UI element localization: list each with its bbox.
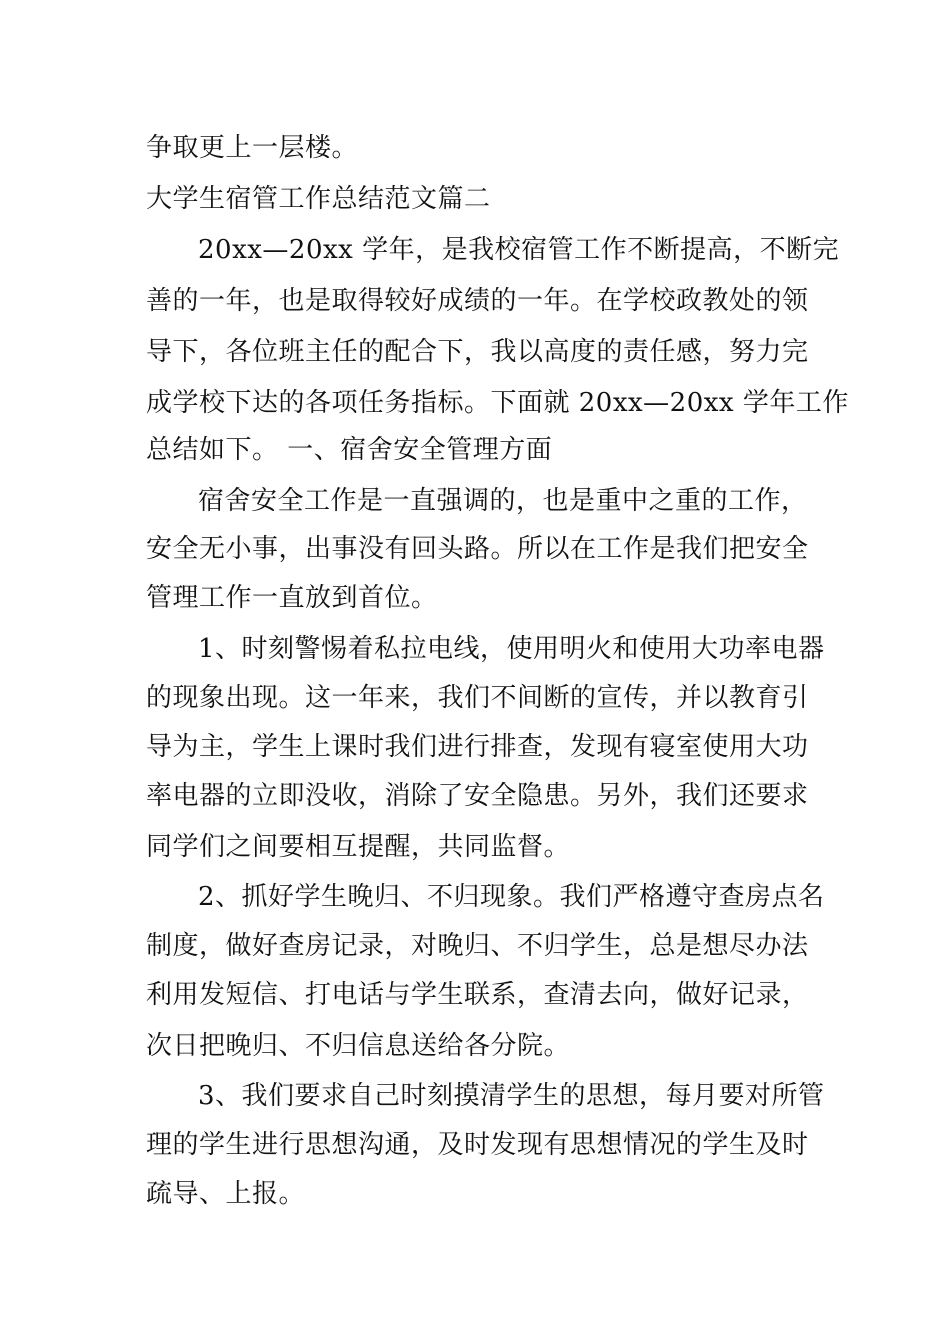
- paragraph-line: 利用发短信、打电话与学生联系，查清去向，做好记录，: [146, 980, 809, 1010]
- paragraph-line: 3、我们要求自己时刻摸清学生的思想，每月要对所管: [198, 1081, 825, 1111]
- paragraph-line: 2、抓好学生晚归、不归现象。我们严格遵守查房点名: [198, 882, 825, 912]
- paragraph-line: 安全无小事，出事没有回头路。所以在工作是我们把安全: [146, 534, 809, 564]
- paragraph-line: 次日把晚归、不归信息送给各分院。: [146, 1031, 571, 1061]
- paragraph-line: 的现象出现。这一年来，我们不间断的宣传，并以教育引: [146, 683, 809, 713]
- paragraph-line: 成学校下达的各项任务指标。下面就 20xx—20xx 学年工作: [146, 388, 849, 418]
- paragraph-line: 理的学生进行思想沟通，及时发现有思想情况的学生及时: [146, 1130, 809, 1160]
- paragraph-line: 制度，做好查房记录，对晚归、不归学生，总是想尽办法: [146, 931, 809, 961]
- paragraph-line: 1、时刻警惕着私拉电线，使用明火和使用大功率电器: [198, 634, 825, 664]
- paragraph-line: 争取更上一层楼。: [146, 133, 359, 163]
- paragraph-line: 总结如下。 一、宿舍安全管理方面: [146, 435, 553, 465]
- paragraph-line: 导为主，学生上课时我们进行排查，发现有寝室使用大功: [146, 732, 809, 762]
- section-heading: 大学生宿管工作总结范文篇二: [146, 184, 491, 214]
- paragraph-line: 率电器的立即没收，消除了安全隐患。另外，我们还要求: [146, 781, 809, 811]
- paragraph-line: 管理工作一直放到首位。: [146, 583, 438, 613]
- paragraph-line: 导下，各位班主任的配合下，我以高度的责任感，努力完: [146, 337, 809, 367]
- paragraph-line: 同学们之间要相互提醒，共同监督。: [146, 832, 571, 862]
- paragraph-line: 20xx—20xx 学年，是我校宿管工作不断提高，不断完: [198, 235, 840, 265]
- paragraph-line: 疏导、上报。: [146, 1179, 306, 1209]
- paragraph-line: 善的一年，也是取得较好成绩的一年。在学校政教处的领: [146, 286, 809, 316]
- paragraph-line: 宿舍安全工作是一直强调的，也是重中之重的工作，: [198, 486, 808, 516]
